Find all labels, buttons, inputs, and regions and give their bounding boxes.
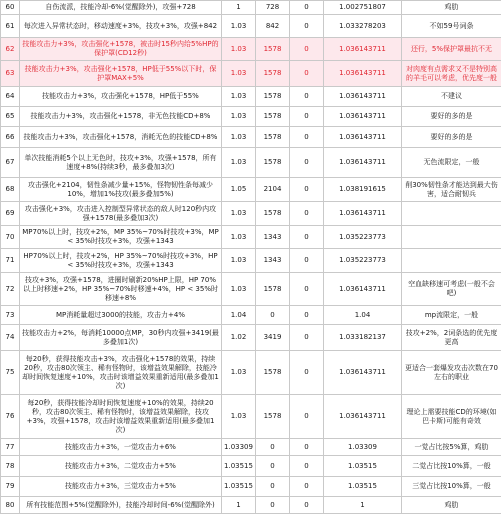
comment-cell: 技攻+2%，2词条选的优先度更高 xyxy=(402,325,501,351)
effect-cell: HP70%以上时，技攻+2%，HP 35%~70%时技攻+3%，HP < 35%时技攻+3%，攻强+1343 xyxy=(20,249,222,273)
effect-cell: 技能攻击力+3%，攻击强化+1578，非无色技能CD+8% xyxy=(20,107,222,127)
total-multiplier-cell: 1.036143711 xyxy=(324,38,402,61)
table-row xyxy=(1,325,501,351)
comment-cell: 理论上需要技能CD的环境(如巴卡斯)可能有奇效 xyxy=(402,395,501,439)
ratio-cell: 1.03515 xyxy=(222,456,256,477)
table-body xyxy=(1,1,501,514)
table-row xyxy=(1,15,501,38)
attack-strength-cell: 1578 xyxy=(256,38,290,61)
effect-cell: 所有技能范围+5%(觉醒除外)，技能冷却时间-6%(觉醒除外) xyxy=(20,497,222,514)
comment-cell: 不如59号词条 xyxy=(402,15,501,38)
effect-cell: MP消耗量超过3000的技能，攻击力+4% xyxy=(20,306,222,325)
table-row xyxy=(1,38,501,61)
attack-strength-cell: 1578 xyxy=(256,351,290,395)
comment-cell: 鸡肋 xyxy=(402,1,501,15)
attack-strength-cell: 1578 xyxy=(256,202,290,226)
comment-cell: 更适合一套爆发攻击次数在70左右的职业 xyxy=(402,351,501,395)
level-cell: 62 xyxy=(1,38,20,61)
total-multiplier-cell: 1.036143711 xyxy=(324,351,402,395)
attack-strength-cell: 1578 xyxy=(256,61,290,87)
table-row xyxy=(1,273,501,306)
ratio-cell: 1.03 xyxy=(222,249,256,273)
comment-cell: 三觉占比按10%算，一般 xyxy=(402,477,501,497)
comment-cell: 二觉占比按10%算，一般 xyxy=(402,456,501,477)
attack-strength-cell: 0 xyxy=(256,456,290,477)
ratio-cell: 1.03 xyxy=(222,87,256,107)
effect-cell: 攻击强化+3%，攻击进入控制型异常状态的敌人时120秒内攻强+1578(最多叠加3次) xyxy=(20,202,222,226)
effect-cell: 单次技能消耗5个以上无色时，技攻+3%，攻强+1578，所有速度+8%(持续3秒，最多叠加3次) xyxy=(20,148,222,178)
ratio-cell: 1.03 xyxy=(222,107,256,127)
level-cell: 65 xyxy=(1,107,20,127)
effect-cell: 技能攻击力+3%，攻击强化+1578，消耗无色的技能CD+8% xyxy=(20,127,222,148)
ratio-cell: 1.03 xyxy=(222,351,256,395)
attack-strength-cell: 0 xyxy=(256,497,290,514)
total-multiplier-cell: 1.038191615 xyxy=(324,178,402,202)
table-row xyxy=(1,477,501,497)
level-cell: 70 xyxy=(1,226,20,249)
table-row xyxy=(1,351,501,395)
ratio-cell: 1 xyxy=(222,497,256,514)
ratio-cell: 1.03 xyxy=(222,15,256,38)
level-cell: 72 xyxy=(1,273,20,306)
total-multiplier-cell: 1.035223773 xyxy=(324,226,402,249)
level-cell: 77 xyxy=(1,439,20,456)
table-row xyxy=(1,178,501,202)
level-cell: 63 xyxy=(1,61,20,87)
comment-cell: 要好的多的是 xyxy=(402,127,501,148)
attack-strength-cell: 1343 xyxy=(256,249,290,273)
total-multiplier-cell: 1.033278203 xyxy=(324,15,402,38)
level-cell: 80 xyxy=(1,497,20,514)
comment-cell: 不建议 xyxy=(402,87,501,107)
total-multiplier-cell: 1.03309 xyxy=(324,439,402,456)
total-multiplier-cell: 1.036143711 xyxy=(324,87,402,107)
level-cell: 64 xyxy=(1,87,20,107)
attack-strength-cell: 0 xyxy=(256,477,290,497)
extra-cell: 0 xyxy=(290,273,324,306)
table-row xyxy=(1,395,501,439)
table-row xyxy=(1,148,501,178)
effect-cell: 每20秒，获得技能攻击+3%，攻击强化+1578的效果，持续20秒，攻击80次领主、稀有怪物时，该增益效果解除，技能冷却时间恢复速度+10%，攻击时该增益效果重新适用(最多叠加1次) xyxy=(20,351,222,395)
extra-cell: 0 xyxy=(290,15,324,38)
level-cell: 78 xyxy=(1,456,20,477)
extra-cell: 0 xyxy=(290,226,324,249)
effect-cell: 每20秒，获得技能冷却时间恢复速度+10%的效果，持续20秒，攻击80次领主、稀有怪物时，该增益效果解除，技攻+3%，攻强+1578，攻击时该增益效果重新适用(最多叠加1次) xyxy=(20,395,222,439)
extra-cell: 0 xyxy=(290,395,324,439)
ratio-cell: 1.03 xyxy=(222,273,256,306)
total-multiplier-cell: 1.036143711 xyxy=(324,107,402,127)
effect-cell: 技能攻击力+3%，攻击强化+1578，HP低于55% xyxy=(20,87,222,107)
attack-strength-cell: 3419 xyxy=(256,325,290,351)
effect-cell: 技能攻击力+3%，攻击强化+1578，HP低于55%以下时，保护罩MAX+5% xyxy=(20,61,222,87)
comment-cell: 无色流限定，一般 xyxy=(402,148,501,178)
extra-cell: 0 xyxy=(290,325,324,351)
extra-cell: 0 xyxy=(290,249,324,273)
total-multiplier-cell: 1.036143711 xyxy=(324,273,402,306)
ratio-cell: 1 xyxy=(222,1,256,15)
ratio-cell: 1.03515 xyxy=(222,477,256,497)
attack-strength-cell: 1578 xyxy=(256,87,290,107)
total-multiplier-cell: 1.036143711 xyxy=(324,148,402,178)
level-cell: 69 xyxy=(1,202,20,226)
comment-cell: 一觉占比按5%算，鸡肋 xyxy=(402,439,501,456)
extra-cell: 0 xyxy=(290,61,324,87)
level-cell: 66 xyxy=(1,127,20,148)
table-row xyxy=(1,497,501,514)
comment-cell: 鸡肋 xyxy=(402,497,501,514)
level-cell: 79 xyxy=(1,477,20,497)
comment-cell xyxy=(402,202,501,226)
total-multiplier-cell: 1.036143711 xyxy=(324,61,402,87)
extra-cell: 0 xyxy=(290,202,324,226)
table-row xyxy=(1,226,501,249)
extra-cell: 0 xyxy=(290,497,324,514)
comment-cell: 对肉度有点需求又不是特别高的羊毛可以考虑，优先度一般 xyxy=(402,61,501,87)
level-cell: 73 xyxy=(1,306,20,325)
table-row xyxy=(1,87,501,107)
attack-strength-cell: 2104 xyxy=(256,178,290,202)
extra-cell: 0 xyxy=(290,351,324,395)
attack-strength-cell: 1578 xyxy=(256,107,290,127)
effect-cell: 每次进入异常状态时，移动速度+3%，技攻+3%，攻强+842 xyxy=(20,15,222,38)
total-multiplier-cell: 1.035223773 xyxy=(324,249,402,273)
effect-cell: 技能攻击力+3%，二觉攻击力+5% xyxy=(20,456,222,477)
attack-strength-cell: 842 xyxy=(256,15,290,38)
total-multiplier-cell: 1.036143711 xyxy=(324,202,402,226)
level-cell: 60 xyxy=(1,1,20,15)
comment-cell: 要好的多的是 xyxy=(402,107,501,127)
extra-cell: 0 xyxy=(290,38,324,61)
ratio-cell: 1.02 xyxy=(222,325,256,351)
total-multiplier-cell: 1.036143711 xyxy=(324,395,402,439)
comment-cell xyxy=(402,249,501,273)
ratio-cell: 1.03 xyxy=(222,38,256,61)
attack-strength-cell: 0 xyxy=(256,439,290,456)
table-row xyxy=(1,61,501,87)
total-multiplier-cell: 1.002751807 xyxy=(324,1,402,15)
total-multiplier-cell: 1.03515 xyxy=(324,477,402,497)
level-cell: 71 xyxy=(1,249,20,273)
effect-cell: 技能攻击力+3%，三觉攻击力+5% xyxy=(20,477,222,497)
attack-strength-cell: 1578 xyxy=(256,395,290,439)
level-cell: 76 xyxy=(1,395,20,439)
attack-strength-cell: 1343 xyxy=(256,226,290,249)
comment-cell: 削30%韧性条才能达到最大伤害，适合耐韧兵 xyxy=(402,178,501,202)
level-cell: 61 xyxy=(1,15,20,38)
effect-cell: 技攻+3%，攻强+1578，进圈时刷新20%HP上限，HP 70%以上时移速+2%，HP 35%~70%时移速+4%，HP < 35%时移速+8% xyxy=(20,273,222,306)
level-cell: 74 xyxy=(1,325,20,351)
table-row xyxy=(1,439,501,456)
effect-cell: 技能攻击力+3%，攻击强化+1578，被击时15秒内给5%HP的保护罩(CD12秒) xyxy=(20,38,222,61)
extra-cell: 0 xyxy=(290,127,324,148)
ratio-cell: 1.03 xyxy=(222,148,256,178)
total-multiplier-cell: 1 xyxy=(324,497,402,514)
extra-cell: 0 xyxy=(290,306,324,325)
attack-strength-cell: 1578 xyxy=(256,148,290,178)
attack-strength-cell: 1578 xyxy=(256,273,290,306)
table-row xyxy=(1,202,501,226)
comment-cell: 还行，5%保护罩最抗不无 xyxy=(402,38,501,61)
ratio-cell: 1.04 xyxy=(222,306,256,325)
total-multiplier-cell: 1.036143711 xyxy=(324,127,402,148)
ratio-cell: 1.03 xyxy=(222,202,256,226)
table-row xyxy=(1,456,501,477)
table-row xyxy=(1,107,501,127)
ratio-cell: 1.03 xyxy=(222,127,256,148)
table-row xyxy=(1,306,501,325)
ratio-cell: 1.03 xyxy=(222,61,256,87)
effect-cell: 攻击强化+2104，韧性条减少量+15%，怪物韧性条每减少10%，增加1%技攻(最多叠加5%) xyxy=(20,178,222,202)
effect-cell: MP70%以上时，技攻+2%，MP 35%~70%时技攻+3%，MP < 35%时技攻+3%，攻强+1343 xyxy=(20,226,222,249)
total-multiplier-cell: 1.04 xyxy=(324,306,402,325)
extra-cell: 0 xyxy=(290,439,324,456)
table-row xyxy=(1,127,501,148)
attack-strength-cell: 728 xyxy=(256,1,290,15)
level-cell: 67 xyxy=(1,148,20,178)
extra-cell: 0 xyxy=(290,477,324,497)
total-multiplier-cell: 1.033182137 xyxy=(324,325,402,351)
table-row xyxy=(1,1,501,15)
comment-cell xyxy=(402,226,501,249)
extra-cell: 0 xyxy=(290,87,324,107)
total-multiplier-cell: 1.03515 xyxy=(324,456,402,477)
ratio-cell: 1.03 xyxy=(222,395,256,439)
ratio-cell: 1.05 xyxy=(222,178,256,202)
level-cell: 75 xyxy=(1,351,20,395)
ratio-cell: 1.03309 xyxy=(222,439,256,456)
extra-cell: 0 xyxy=(290,107,324,127)
extra-cell: 0 xyxy=(290,1,324,15)
ratio-cell: 1.03 xyxy=(222,226,256,249)
effect-cell: 技能攻击力+3%，一觉攻击力+6% xyxy=(20,439,222,456)
extra-cell: 0 xyxy=(290,178,324,202)
table-row xyxy=(1,249,501,273)
level-cell: 68 xyxy=(1,178,20,202)
extra-cell: 0 xyxy=(290,456,324,477)
effect-cell: 自伤流派，技能冷却-6%(觉醒除外)，攻强+728 xyxy=(20,1,222,15)
extra-cell: 0 xyxy=(290,148,324,178)
attack-strength-cell: 0 xyxy=(256,306,290,325)
comment-cell: 空血缺移速可考虑(一般不会吧) xyxy=(402,273,501,306)
effect-cell: 技能攻击力+2%，每消耗10000点MP，30秒内攻强+3419(最多叠加1次) xyxy=(20,325,222,351)
attack-strength-cell: 1578 xyxy=(256,127,290,148)
comment-cell: mp流限定，一般 xyxy=(402,306,501,325)
